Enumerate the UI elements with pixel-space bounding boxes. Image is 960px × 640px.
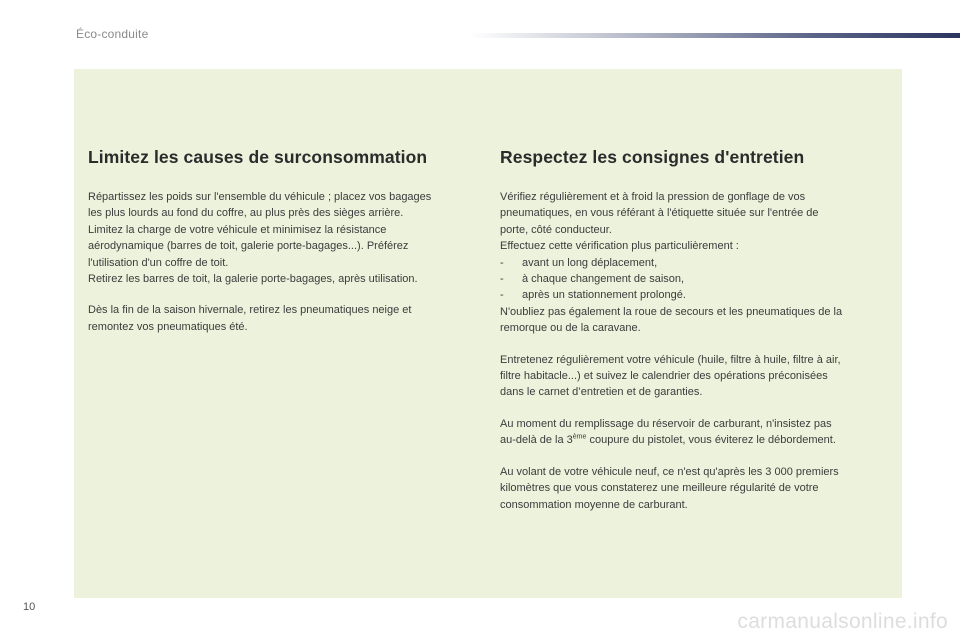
watermark: carmanualsonline.info bbox=[737, 610, 948, 633]
text-line: porte, côté conducteur. bbox=[500, 223, 612, 236]
right-paragraph-1 bbox=[500, 189, 892, 337]
right-column bbox=[500, 147, 892, 528]
dash-bullet: - bbox=[500, 273, 504, 286]
text-line: kilomètres que vous constaterez une meilleure régularité de votre bbox=[500, 482, 819, 495]
text-line: pneumatiques, en vous référant à l'étiquette située sur l'entrée de bbox=[500, 207, 819, 220]
text-line: les plus lourds au fond du coffre, au plus près des sièges arrière. bbox=[88, 207, 404, 220]
text-line: filtre habitacle...) et suivez le calendrier des opérations préconisées bbox=[500, 370, 828, 383]
text-line: Retirez les barres de toit, la galerie porte-bagages, après utilisation. bbox=[88, 273, 418, 286]
text-line: Entretenez régulièrement votre véhicule (huile, filtre à huile, filtre à air, bbox=[500, 353, 841, 366]
left-column bbox=[88, 147, 480, 350]
content-panel bbox=[74, 69, 902, 598]
list-item-text: à chaque changement de saison, bbox=[522, 273, 685, 286]
text-line: Limitez la charge de votre véhicule et minimisez la résistance bbox=[88, 223, 387, 236]
left-paragraph-1 bbox=[88, 189, 480, 287]
text-line: Effectuez cette vérification plus particulièrement : bbox=[500, 240, 739, 253]
text-line: au-delà de la 3 bbox=[500, 434, 573, 447]
right-paragraph-3 bbox=[500, 416, 892, 449]
list-item bbox=[500, 255, 892, 271]
list-item-text: avant un long déplacement, bbox=[522, 256, 658, 269]
text-line: l'utilisation d'un coffre de toit. bbox=[88, 256, 229, 269]
left-paragraph-2 bbox=[88, 302, 480, 335]
text-line: coupure du pistolet, vous éviterez le débordement. bbox=[586, 434, 836, 447]
text-line: Dès la fin de la saison hivernale, retirez les pneumatiques neige et bbox=[88, 304, 412, 317]
text-line: Répartissez les poids sur l'ensemble du véhicule ; placez vos bagages bbox=[88, 191, 432, 203]
text-line: remorque ou de la caravane. bbox=[500, 322, 641, 335]
list-item bbox=[500, 271, 892, 287]
dash-bullet: - bbox=[500, 289, 504, 302]
text-line: Vérifiez régulièrement et à froid la pression de gonflage de vos bbox=[500, 191, 806, 203]
text-line: remontez vos pneumatiques été. bbox=[88, 320, 248, 333]
list-item-text: après un stationnement prolongé. bbox=[522, 289, 686, 302]
right-paragraph-4 bbox=[500, 464, 892, 513]
list-item bbox=[500, 287, 892, 303]
header-rule bbox=[470, 33, 960, 38]
text-line: consommation moyenne de carburant. bbox=[500, 498, 688, 511]
right-heading: Respectez les consignes d'entretien bbox=[500, 147, 805, 167]
page-number: 10 bbox=[23, 601, 36, 613]
section-title: Éco-conduite bbox=[76, 27, 149, 41]
text-line: Au moment du remplissage du réservoir de carburant, n'insistez pas bbox=[500, 417, 832, 430]
dash-bullet: - bbox=[500, 256, 504, 269]
text-line: Au volant de votre véhicule neuf, ce n'est qu'après les 3 000 premiers bbox=[500, 465, 839, 478]
superscript-ordinal: ème bbox=[572, 433, 587, 441]
left-heading: Limitez les causes de surconsommation bbox=[88, 147, 428, 167]
text-line: N'oubliez pas également la roue de secours et les pneumatiques de la bbox=[500, 305, 843, 318]
right-paragraph-2 bbox=[500, 352, 892, 401]
text-line: aérodynamique (barres de toit, galerie porte-bagages...). Préférez bbox=[88, 240, 409, 253]
text-line: dans le carnet d’entretien et de garanties. bbox=[500, 386, 703, 399]
